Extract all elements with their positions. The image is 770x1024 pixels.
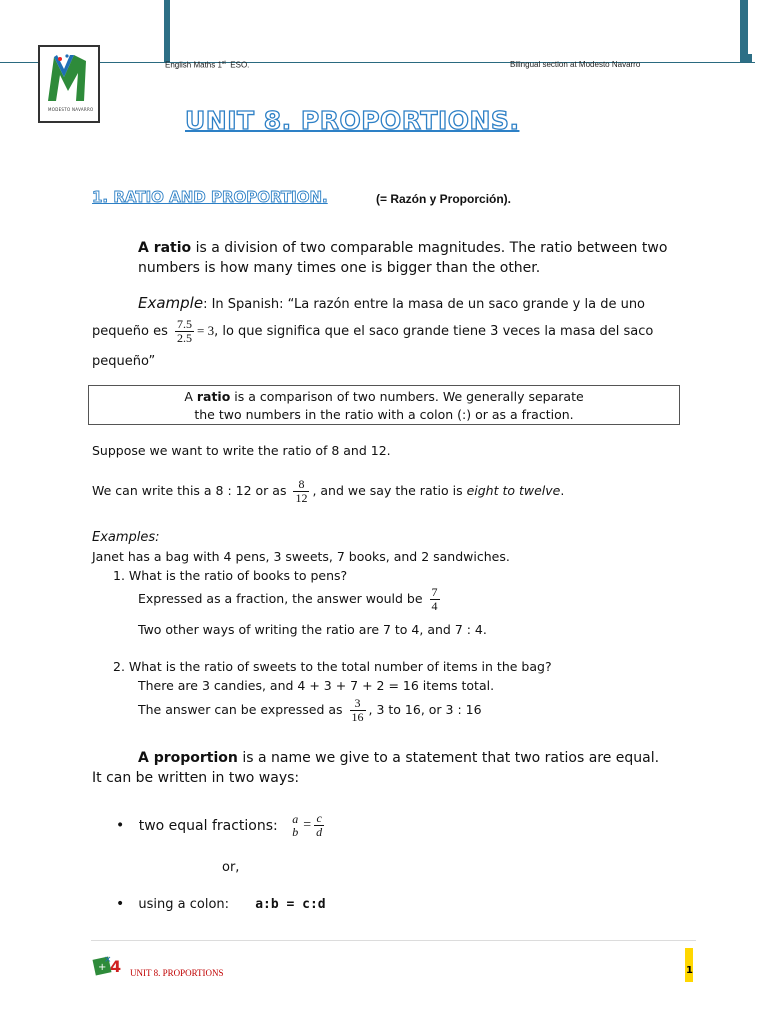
top-decor-stub bbox=[748, 54, 752, 62]
section-subtitle: (= Razón y Proporción). bbox=[376, 192, 512, 206]
question-1-answer-a: Expressed as a fraction, the answer would be $\frac{7}{4}$ bbox=[138, 585, 438, 613]
footer-unit-label: UNIT 8. PROPORTIONS bbox=[130, 968, 224, 978]
write-ratio-text: We can write this a 8 : 12 or as $\frac{8}{12}$ , and we say the ratio is eight to twelve. bbox=[92, 477, 565, 505]
spanish-example-line1: Example: In Spanish: “La razón entre la masa de un saco grande y la de uno bbox=[138, 294, 646, 312]
fraction-a-over-b: a b bbox=[292, 811, 299, 839]
spanish-example-line3: pequeño” bbox=[92, 354, 156, 369]
or-text: or, bbox=[222, 860, 240, 875]
suppose-text: Suppose we want to write the ratio of 8 and 12. bbox=[92, 443, 391, 458]
header-course: English Maths 1st ESO. bbox=[165, 60, 250, 70]
svg-text:×: × bbox=[104, 955, 112, 965]
question-2: 2. What is the ratio of sweets to the total number of items in the bag? bbox=[113, 659, 552, 674]
footer-math-icon bbox=[92, 950, 126, 984]
fraction-3-over-16: $\frac{3}{16}$ bbox=[351, 696, 364, 724]
bullet-fractions: • two equal fractions: a b = $\frac{c}{d}$ bbox=[116, 811, 323, 839]
question-2-answer-a: There are 3 candies, and 4 + 3 + 7 + 2 = 16 items total. bbox=[138, 678, 495, 693]
top-decor-bar-right bbox=[740, 0, 748, 62]
school-logo bbox=[38, 45, 100, 123]
question-1-answer-b: Two other ways of writing the ratio are 7 to 4, and 7 : 4. bbox=[138, 622, 487, 637]
header-rule bbox=[0, 62, 755, 63]
question-2-answer-b: The answer can be expressed as $\frac{3}{16}$ , 3 to 16, or 3 : 16 bbox=[138, 696, 482, 724]
page-number: 1 bbox=[686, 965, 693, 976]
examples-intro: Janet has a bag with 4 pens, 3 sweets, 7 books, and 2 sandwiches. bbox=[92, 549, 510, 564]
top-decor-bar-left bbox=[164, 0, 170, 62]
proportion-definition: A proportion is a name we give to a statement that two ratios are equal. It can be written in two ways: bbox=[92, 750, 660, 786]
fraction-7-over-4: $\frac{7}{4}$ bbox=[431, 585, 438, 613]
bullet-colon: • using a colon: a:b = c:d bbox=[116, 896, 326, 912]
question-1: 1. What is the ratio of books to pens? bbox=[113, 568, 348, 583]
svg-text:4: 4 bbox=[110, 957, 122, 976]
spanish-example-line2: pequeño es $\frac{7.5}{2.5}$ = 3, lo que significa que el saco grande tiene 3 veces la masa del saco bbox=[92, 317, 654, 345]
footer-rule bbox=[91, 940, 696, 941]
ratio-definition: A ratio is a division of two comparable magnitudes. The ratio between two numbers is how many times one is bigger than the other. bbox=[138, 240, 668, 276]
examples-label: Examples: bbox=[92, 530, 160, 545]
page-title: UNIT 8. PROPORTIONS. bbox=[185, 106, 520, 135]
svg-text:+: + bbox=[98, 962, 107, 973]
fraction-8-over-12: $\frac{8}{12}$ bbox=[295, 477, 308, 505]
header-school: Bilingual section at Modesto Navarro bbox=[510, 60, 641, 69]
section-title: 1. RATIO AND PROPORTION. bbox=[92, 188, 328, 206]
fraction-7-5-over-2-5: $\frac{7.5}{2.5}$ bbox=[176, 317, 192, 345]
ratio-definition-box: A ratio is a comparison of two numbers. We generally separate the two numbers in the ratio with a colon (:) or as a fraction. bbox=[88, 385, 680, 425]
fraction-c-over-d: $\frac{c}{d}$ bbox=[316, 811, 323, 839]
logo-text: MODESTO NAVARRO bbox=[48, 107, 94, 112]
